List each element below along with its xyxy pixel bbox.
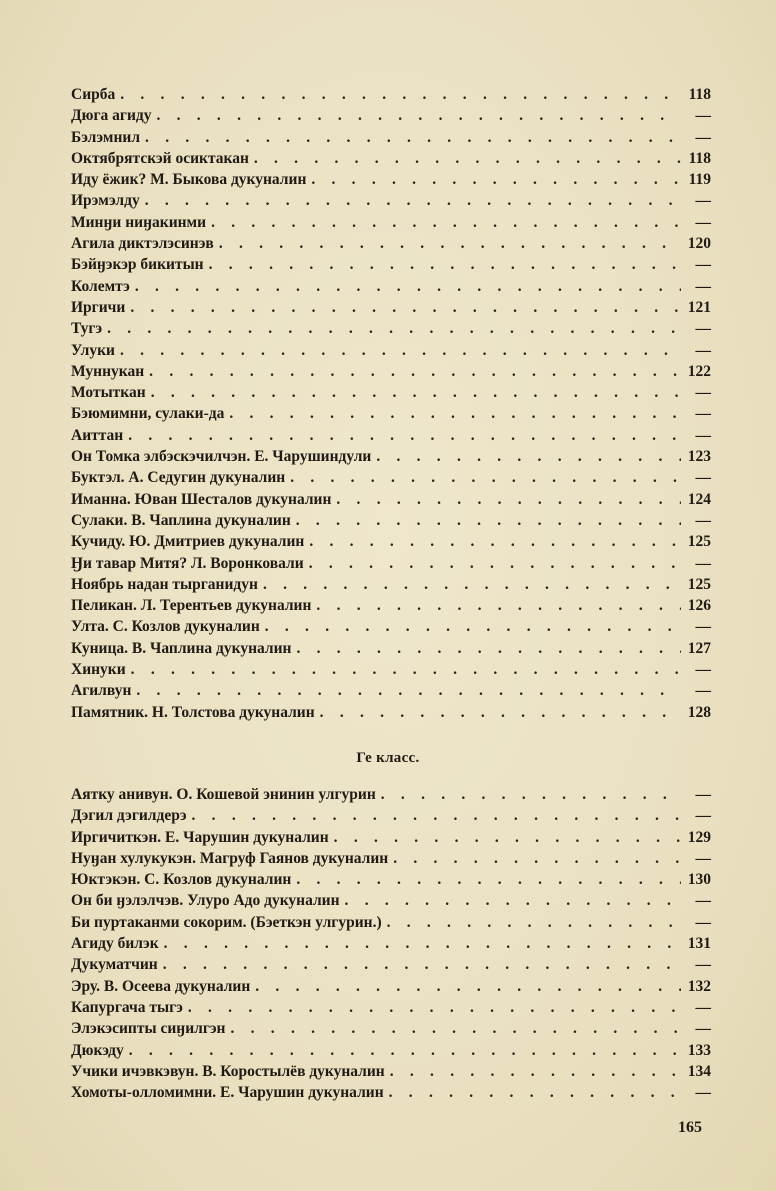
toc-entry (71, 531, 711, 552)
toc-entry-page: 128 (687, 703, 711, 721)
dot-leader (136, 680, 681, 701)
dot-leader (156, 105, 681, 126)
toc-entry (71, 890, 711, 911)
toc-entry (71, 254, 711, 275)
dot-leader (389, 1082, 681, 1103)
toc-entry (71, 382, 711, 403)
toc-list-bottom (71, 784, 711, 1103)
toc-entry (71, 425, 711, 446)
toc-entry-page: 126 (687, 597, 711, 615)
toc-entry (71, 848, 711, 869)
toc-entry (71, 446, 711, 467)
toc-entry (71, 1018, 711, 1039)
dot-leader (149, 361, 681, 382)
toc-entry-page: — (695, 786, 711, 803)
toc-entry-title: Сирба (71, 86, 116, 103)
toc-entry-title: Дюкэду (71, 1041, 124, 1059)
toc-entry (71, 997, 711, 1018)
toc-entry-page: 125 (687, 575, 711, 593)
toc-entry-page: — (695, 998, 711, 1016)
toc-entry-title: Дукуматчин (71, 956, 158, 974)
toc-entry (71, 1040, 711, 1061)
toc-entry-page: — (695, 892, 711, 910)
section-title: Ге класс. (356, 750, 420, 766)
dot-leader (188, 997, 681, 1018)
toc-entry-title: Хинуки (71, 661, 126, 679)
toc-entry (71, 489, 711, 510)
toc-entry-page: 119 (688, 171, 711, 189)
toc-entry-page: — (695, 405, 711, 423)
dot-leader (381, 784, 681, 805)
toc-entry-page: 125 (687, 533, 711, 551)
toc-entry (71, 190, 711, 211)
toc-entry-title: Капургача тыгэ (71, 998, 183, 1016)
toc-entry (71, 127, 711, 148)
toc-entry (71, 233, 711, 254)
dot-leader (164, 933, 681, 954)
toc-entry (71, 340, 711, 361)
dot-leader (209, 254, 681, 275)
toc-entry (71, 659, 711, 680)
dot-leader (390, 1061, 681, 1082)
dot-leader (309, 531, 681, 552)
toc-entry-title: Юктэкэн. С. Козлов дукуналин (71, 871, 292, 889)
toc-entry-page: 118 (688, 86, 711, 103)
toc-entry-title: Дэгил дэгилдерэ (71, 807, 187, 825)
toc-entry-page: 133 (687, 1041, 711, 1059)
toc-entry-page: 124 (687, 490, 711, 508)
toc-entry-page: — (695, 682, 711, 700)
dot-leader (255, 976, 681, 997)
toc-entry-title: Агилвун (71, 682, 132, 700)
dot-leader (128, 425, 681, 446)
toc-entry-page: — (695, 320, 711, 338)
toc-entry-page: — (695, 618, 711, 636)
dot-leader (145, 127, 681, 148)
toc-entry-page: 129 (687, 828, 711, 846)
toc-entry-title: Иргичи (71, 298, 126, 316)
toc-entry-title: Он би ӈэлэлчэв. Улуро Адо дукуналин (71, 892, 340, 910)
toc-entry-title: Он Томка элбэскэчилчэн. Е. Чарушиндули (71, 448, 372, 466)
toc-entry-title: Учики ичэвкэвун. В. Коростылёв дукуналин (71, 1062, 385, 1080)
toc-entry-title: Бэюмимни, сулаки-да (71, 405, 225, 423)
toc-entry-page: 132 (687, 977, 711, 995)
toc-entry-title: Улта. С. Козлов дукуналин (71, 618, 260, 636)
toc-entry-title: Колемтэ (71, 277, 130, 295)
toc-entry-page: 121 (687, 298, 711, 316)
toc-entry (71, 212, 711, 233)
dot-leader (163, 954, 681, 975)
toc-entry (71, 84, 711, 105)
toc-entry (71, 361, 711, 382)
toc-entry-title: Аятку анивун. О. Кошевой энинин улгурин (71, 786, 376, 803)
toc-entry (71, 297, 711, 318)
toc-entry-title: Буктэл. А. Седугин дукуналин (71, 469, 286, 487)
toc-entry-page: — (695, 554, 711, 572)
toc-entry-page: 118 (688, 149, 711, 167)
toc-entry-page: 127 (687, 639, 711, 657)
toc-entry (71, 403, 711, 424)
toc-entry-title: Иргичиткэн. Е. Чарушин дукуналин (71, 828, 329, 846)
toc-entry (71, 954, 711, 975)
dot-leader (135, 276, 681, 297)
toc-entry (71, 616, 711, 637)
toc-entry-title: Агиду билэк (71, 935, 159, 953)
toc-entry-page: — (695, 511, 711, 529)
toc-entry-title: Минӈи ниӈакинми (71, 213, 207, 231)
dot-leader (265, 616, 681, 637)
page-number: 165 (678, 1119, 702, 1136)
toc-entry (71, 510, 711, 531)
dot-leader (336, 489, 681, 510)
dot-leader (145, 190, 681, 211)
dot-leader (387, 912, 681, 933)
dot-leader (263, 574, 681, 595)
toc-entry-title: Бэйӈэкэр бикитын (71, 256, 204, 274)
toc-entry-title: Ноябрь надан тырганидун (71, 575, 258, 593)
toc-list-top (71, 84, 711, 723)
dot-leader (129, 1040, 681, 1061)
toc-entry (71, 574, 711, 595)
toc-entry-title: Сулаки. В. Чаплина дукуналин (71, 511, 291, 529)
toc-entry (71, 869, 711, 890)
toc-entry-page: — (695, 107, 711, 125)
dot-leader (320, 702, 681, 723)
toc-entry-title: Мотыткан (71, 384, 146, 402)
toc-entry-title: Эру. В. Осеева дукуналин (71, 977, 251, 995)
toc-entry-title: Октябрятскэй осиктакан (71, 149, 249, 167)
dot-leader (219, 233, 681, 254)
toc-entry-title: Кучиду. Ю. Дмитриев дукуналин (71, 533, 305, 551)
dot-leader (316, 595, 681, 616)
toc-entry (71, 148, 711, 169)
toc-entry-page: — (695, 913, 711, 931)
toc-entry-title: Куница. В. Чаплина дукуналин (71, 639, 292, 657)
dot-leader (296, 510, 681, 531)
toc-entry-title: Нуӈан хулукукэн. Магруф Гаянов дукуналин (71, 849, 389, 867)
toc-entry (71, 169, 711, 190)
toc-entry (71, 595, 711, 616)
toc-entry (71, 1082, 711, 1103)
toc-entry (71, 638, 711, 659)
toc-entry-page: — (695, 1020, 711, 1038)
toc-entry-title: Ирэмэлду (71, 192, 140, 210)
dot-leader (296, 638, 681, 659)
dot-leader (120, 340, 681, 361)
toc-entry-page: 122 (687, 362, 711, 380)
toc-entry (71, 276, 711, 297)
dot-leader (120, 84, 681, 105)
toc-entry-page: — (695, 192, 711, 210)
dot-leader (192, 805, 681, 826)
toc-entry (71, 680, 711, 701)
dot-leader (309, 553, 681, 574)
dot-leader (131, 659, 681, 680)
toc-entry-page: — (695, 661, 711, 679)
toc-entry-page: — (695, 469, 711, 487)
toc-entry-page: 130 (687, 871, 711, 889)
toc-entry-page: 120 (687, 235, 711, 253)
toc-entry-page: 134 (687, 1062, 711, 1080)
toc-entry-page: — (695, 277, 711, 295)
toc-entry-page: — (695, 384, 711, 402)
toc-entry-title: Агила диктэлэсинэв (71, 235, 214, 253)
toc-entry-page: — (695, 849, 711, 867)
dot-leader (311, 169, 681, 190)
toc-entry-title: Аиттан (71, 426, 124, 444)
toc-entry-title: Элэкэсипты сиӈилгэн (71, 1020, 226, 1038)
dot-leader (290, 467, 681, 488)
toc-entry-title: Иду ёжик? М. Быкова дукуналин (71, 171, 307, 189)
toc-entry (71, 105, 711, 126)
toc-entry (71, 702, 711, 723)
toc-entry (71, 318, 711, 339)
toc-entry-page: — (695, 956, 711, 974)
toc-entry (71, 805, 711, 826)
dot-leader (107, 318, 681, 339)
toc-entry-page: — (695, 1084, 711, 1102)
dot-leader (211, 212, 681, 233)
toc-entry (71, 467, 711, 488)
dot-leader (254, 148, 681, 169)
toc-entry-title: Улуки (71, 341, 115, 359)
dot-leader (130, 297, 681, 318)
toc-entry (71, 553, 711, 574)
toc-entry-page: — (695, 213, 711, 231)
toc-entry (71, 912, 711, 933)
toc-entry-page: 131 (687, 935, 711, 953)
toc-entry-title: Пеликан. Л. Терентьев дукуналин (71, 597, 312, 615)
toc-entry-page: 123 (687, 448, 711, 466)
toc-entry (71, 827, 711, 848)
toc-entry-title: Дюга агиду (71, 107, 152, 125)
toc-entry (71, 933, 711, 954)
dot-leader (296, 869, 681, 890)
toc-entry-page: — (695, 341, 711, 359)
dot-leader (345, 890, 681, 911)
toc-entry-title: Би пуртаканми сокорим. (Бэеткэн улгурин.) (71, 913, 382, 931)
dot-leader (376, 446, 681, 467)
toc-entry (71, 1061, 711, 1082)
dot-leader (393, 848, 681, 869)
toc-entry-title: Тугэ (71, 320, 103, 338)
toc-entry-title: Хомоты-олломимни. Е. Чарушин дукуналин (71, 1084, 384, 1102)
dot-leader (231, 1018, 682, 1039)
toc-entry-title: Памятник. Н. Толстова дукуналин (71, 703, 315, 721)
toc-entry-title: Иманна. Юван Шесталов дукуналин (71, 490, 332, 508)
toc-entry-page: — (695, 128, 711, 146)
toc-entry (71, 976, 711, 997)
toc-entry-title: Бэлэмнил (71, 128, 141, 146)
toc-entry-page: — (695, 256, 711, 274)
dot-leader (334, 827, 681, 848)
toc-entry-page: — (695, 807, 711, 825)
toc-entry-title: Муннукан (71, 362, 145, 380)
toc-entry-title: Ӈи тавар Митя? Л. Воронковали (71, 554, 304, 572)
dot-leader (229, 403, 681, 424)
toc-entry-page: — (695, 426, 711, 444)
toc-entry (71, 784, 711, 805)
dot-leader (151, 382, 681, 403)
